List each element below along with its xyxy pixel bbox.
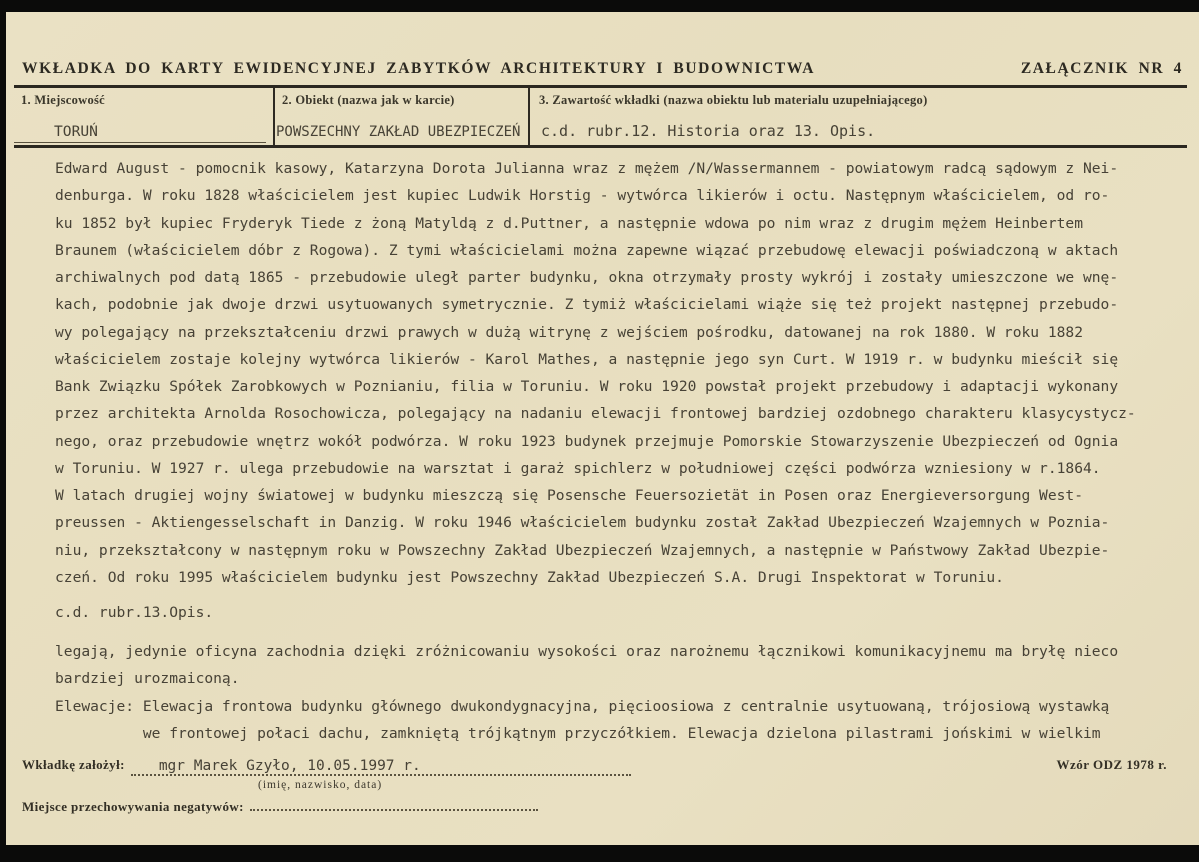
typewritten-line: właścicielem zostaje kolejny wytwórca likierów - Karol Mathes, a następnie jego syn Curt. W 1919 r. w budynku mieścił się [55,350,1119,368]
field-zawartosc [532,88,1187,145]
negatives-label: Miejsce przechowywania negatywów: [22,799,244,814]
field-obiekt-label: 2. Obiekt (nazwa jak w karcie) [282,93,455,107]
field-miejscowosc-underline [14,142,266,143]
info-table [14,88,1187,148]
typewritten-line: czeń. Od roku 1995 właścicielem budynku jest Powszechny Zakład Ubezpieczeń S.A. Drugi Inspektorat w Toruniu. [55,568,1004,586]
typewritten-line: nego, oraz przebudowie wnętrz wokół podwórza. W roku 1923 budynek przejmuje Pomorskie Stowarzyszenie Ubezpieczeń od Ognia [55,432,1119,450]
history-text [55,160,1169,596]
attachment-number: ZAŁĄCZNIK NR 4 [1020,60,1183,77]
document-header [22,60,1183,78]
created-by-value: mgr Marek Gzyło, 10.05.1997 r. [158,758,421,774]
field-zawartosc-label: 3. Zawartość wkładki (nazwa obiektu lub materialu uzupełniającego) [539,93,928,107]
typewritten-line: legają, jedynie oficyna zachodnia dzięki zróżnicowaniu wysokości oraz narożnemu łącznikowi komunikacyjnemu ma bryłę nieco [55,643,1119,660]
typewritten-line: preussen - Aktiengesselschaft in Danzig. W roku 1946 właścicielem budynku został Zakład Ubezpieczeń Wzajemnych w Poznia- [55,514,1110,532]
typewritten-line: przez architekta Arnolda Rosochowicza, polegający na nadaniu elewacji frontowej bardziej ozdobnego charakteru klasycystycz- [55,405,1136,423]
field-zawartosc-value: c.d. rubr.12. Historia oraz 13. Opis. [541,122,876,140]
created-by-fill-line [131,756,631,776]
document-title: WKŁADKA DO KARTY EWIDENCYJNEJ ZABYTKÓW ARCHITEKTURY I BUDOWNICTWA [22,60,816,77]
created-by-label: Wkładkę założył: [22,757,125,772]
field-miejscowosc [14,88,273,145]
typewritten-line: Braunem (właścicielem dóbr z Rogowa). Z tymi właścicielami można zapewne wiązać przebudowę elewacji poświadczoną w aktach [55,241,1119,259]
document-paper [6,12,1199,845]
typewritten-line: we frontowej połaci dachu, zamkniętą trójkątnym przyczółkiem. Elewacja dzielona pilastrami jońskimi w wielkim [55,724,1101,742]
field-obiekt [273,88,530,145]
footer-created-by [22,756,631,776]
typewritten-line: kach, podobnie jak dwoje drzwi usytuowanych symetrycznie. Z tymiż właścicielami wiąże się też projekt następnej przebudo- [55,296,1119,314]
typewritten-line: wy polegający na przekształceniu drzwi prawych w dużą witrynę z wejściem pośrodku, datowanej na rok 1880. W roku 1882 [55,323,1083,341]
typewritten-line: denburga. W roku 1828 właścicielem jest kupiec Ludwik Horstig - wytwórca likierów i octu. Następnym właścicielem, od ro- [55,187,1110,205]
footer-negatives [22,795,538,815]
field-obiekt-value: POWSZECHNY ZAKŁAD UBEZPIECZEŃ [276,124,521,140]
typewritten-line: W latach drugiej wojny światowej w budynku mieszczą się Posensche Feuersozietät in Posen oraz Energieversorgung West- [55,487,1083,504]
opis-text [55,643,1169,752]
typewritten-line: archiwalnych pod datą 1865 - przebudowie uległ parter budynku, okna otrzymały prosty wykrój i zostały umieszczone we wnę- [55,269,1119,286]
created-by-hint: (imię, nazwisko, data) [258,779,383,791]
typewritten-line: w Toruniu. W 1927 r. ulega przebudowie na warsztat i garaż spichlerz w południowej części podwórza wzniesiony w r.1864. [55,459,1101,477]
field-miejscowosc-label: 1. Miejscowość [21,93,106,107]
typewritten-line: Elewacje: Elewacja frontowa budynku głównego dwukondygnacyjna, pięcioosiowa z centralnie usytuowaną, trójosiową wystawką [55,697,1110,715]
typewritten-line: ku 1852 był kupiec Fryderyk Tiede z żoną Matyldą z d.Puttner, a następnie wdowa po nim wraz z drugim mężem Heinbertem [55,214,1083,232]
negatives-fill-line [250,795,538,811]
field-miejscowosc-value: TORUŃ [54,123,98,140]
form-template-note: Wzór ODZ 1978 r. [1056,757,1167,772]
typewritten-line: Edward August - pomocnik kasowy, Katarzyna Dorota Julianna wraz z mężem /N/Wassermannem - powiatowym radcą sądowym z Nei- [55,160,1119,177]
typewritten-line: Bank Związku Spółek Zarobkowych w Poznianiu, filia w Toruniu. W roku 1920 powstał projekt przebudowy i adaptacji wykonany [55,378,1119,395]
typewritten-line: niu, przekształcony w następnym roku w Powszechny Zakład Ubezpieczeń Wzajemnych, a następnie w Państwowy Zakład Ubezpie- [55,541,1110,559]
typewritten-line: bardziej urozmaiconą. [55,670,240,688]
opis-section-heading: c.d. rubr.13.Opis. [55,604,214,621]
